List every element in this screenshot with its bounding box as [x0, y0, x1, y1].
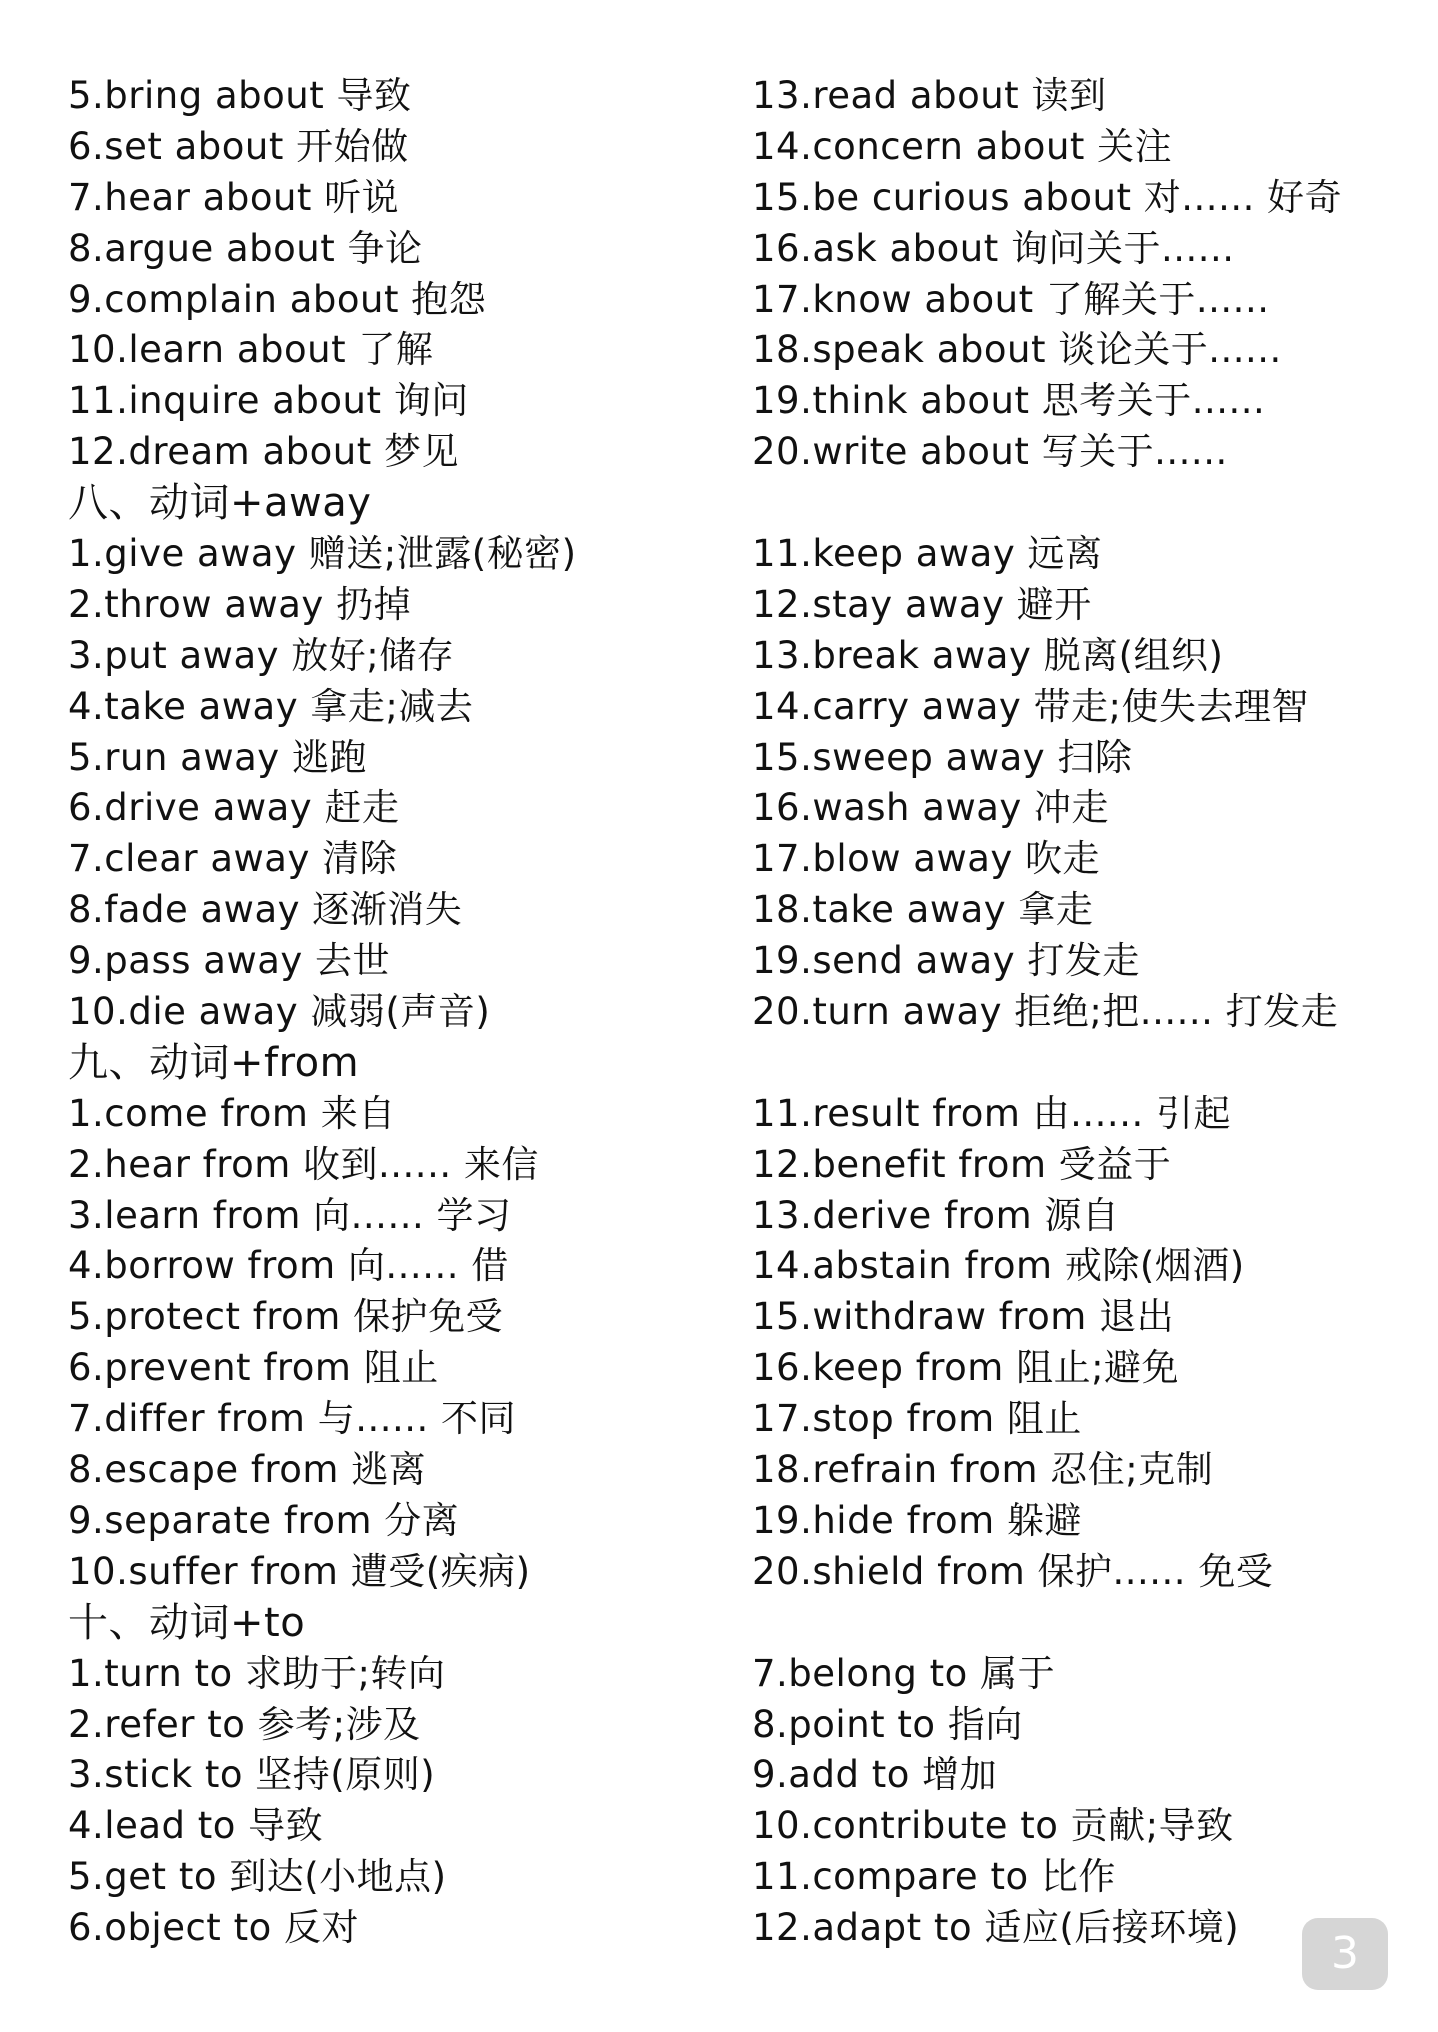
phrase-entry: 4.borrow from 向...... 借: [68, 1244, 509, 1288]
phrase-entry: 2.throw away 扔掉: [68, 582, 412, 626]
page-number-badge: 3: [1302, 1918, 1388, 1990]
phrase-entry: 15.withdraw from 退出: [752, 1295, 1175, 1339]
phrase-entry: 2.hear from 收到...... 来信: [68, 1142, 539, 1186]
phrase-entry: 19.hide from 躲避: [752, 1498, 1082, 1542]
phrase-entry: 2.refer to 参考;涉及: [68, 1702, 421, 1746]
section-heading: 十、动词+to: [68, 1599, 306, 1646]
phrase-entry: 19.send away 打发走: [752, 939, 1140, 983]
left-column: [68, 71, 708, 1954]
phrase-entry: 8.escape from 逃离: [68, 1448, 427, 1492]
phrase-entry: 9.add to 增加: [752, 1753, 998, 1797]
phrase-entry: 13.break away 脱离(组织): [752, 633, 1224, 677]
phrase-entry: 11.inquire about 询问: [68, 379, 469, 423]
phrase-entry: 1.turn to 求助于;转向: [68, 1651, 446, 1695]
phrase-entry: 4.lead to 导致: [68, 1804, 324, 1848]
phrase-entry: 20.write about 写关于......: [752, 430, 1228, 474]
phrase-entry: 16.wash away 冲走: [752, 786, 1110, 830]
phrase-entry: 18.speak about 谈论关于......: [752, 328, 1282, 372]
phrase-entry: 16.keep from 阻止;避免: [752, 1346, 1180, 1390]
phrase-entry: 18.refrain from 忍住;克制: [752, 1448, 1214, 1492]
phrase-entry: 14.abstain from 戒除(烟酒): [752, 1244, 1245, 1288]
phrase-entry: 8.fade away 逐渐消失: [68, 888, 463, 932]
phrase-entry: 14.carry away 带走;使失去理智: [752, 684, 1310, 728]
phrase-entry: 3.learn from 向...... 学习: [68, 1193, 512, 1237]
phrase-entry: 3.stick to 坚持(原则): [68, 1753, 436, 1797]
phrase-entry: 4.take away 拿走;减去: [68, 684, 474, 728]
phrase-entry: 9.separate from 分离: [68, 1498, 460, 1542]
phrase-entry: 14.concern about 关注: [752, 124, 1173, 168]
phrase-entry: 9.complain about 抱怨: [68, 277, 487, 321]
spacer: [752, 1598, 1392, 1649]
phrase-entry: 15.be curious about 对...... 好奇: [752, 175, 1343, 219]
phrase-entry: 3.put away 放好;储存: [68, 633, 455, 677]
phrase-entry: 5.protect from 保护免受: [68, 1295, 504, 1339]
phrase-entry: 20.turn away 拒绝;把...... 打发走: [752, 990, 1339, 1034]
spacer: [752, 478, 1392, 529]
phrase-entry: 8.point to 指向: [752, 1702, 1023, 1746]
phrase-entry: 6.prevent from 阻止: [68, 1346, 439, 1390]
phrase-entry: 8.argue about 争论: [68, 226, 423, 270]
phrase-entry: 16.ask about 询问关于......: [752, 226, 1235, 270]
phrase-entry: 6.set about 开始做: [68, 124, 409, 168]
phrase-entry: 1.give away 赠送;泄露(秘密): [68, 532, 577, 576]
phrase-entry: 11.compare to 比作: [752, 1855, 1116, 1899]
phrase-entry: 13.read about 读到: [752, 74, 1107, 117]
phrase-entry: 6.drive away 赶走: [68, 786, 400, 830]
phrase-entry: 12.adapt to 适应(后接环境): [752, 1906, 1240, 1950]
spacer: [752, 1038, 1392, 1089]
phrase-entry: 10.contribute to 贡献;导致: [752, 1804, 1234, 1848]
section-heading: 九、动词+from: [68, 1039, 360, 1086]
phrase-entry: 17.know about 了解关于......: [752, 277, 1270, 321]
section-heading: 八、动词+away: [68, 480, 372, 527]
phrase-entry: 11.keep away 远离: [752, 532, 1103, 576]
phrase-entry: 11.result from 由...... 引起: [752, 1091, 1231, 1135]
phrase-entry: 5.run away 逃跑: [68, 735, 367, 779]
phrase-entry: 19.think about 思考关于......: [752, 379, 1266, 423]
phrase-entry: 5.get to 到达(小地点): [68, 1855, 447, 1899]
phrase-entry: 13.derive from 源自: [752, 1193, 1120, 1237]
phrase-entry: 17.blow away 吹走: [752, 837, 1101, 881]
phrase-entry: 18.take away 拿走: [752, 888, 1094, 932]
phrase-entry: 12.benefit from 受益于: [752, 1142, 1172, 1186]
phrase-entry: 12.stay away 避开: [752, 582, 1092, 626]
phrase-entry: 1.come from 来自: [68, 1091, 396, 1135]
phrase-entry: 12.dream about 梦见: [68, 430, 459, 474]
phrase-entry: 10.suffer from 遭受(疾病): [68, 1549, 531, 1593]
phrase-entry: 10.learn about 了解: [68, 328, 434, 372]
phrase-entry: 7.clear away 清除: [68, 837, 398, 881]
phrase-entry: 9.pass away 去世: [68, 939, 391, 983]
phrase-entry: 20.shield from 保护...... 免受: [752, 1549, 1274, 1593]
phrase-entry: 7.belong to 属于: [752, 1651, 1056, 1695]
phrase-entry: 7.hear about 听说: [68, 175, 400, 219]
right-column: [752, 71, 1392, 1954]
phrase-entry: 10.die away 减弱(声音): [68, 990, 491, 1034]
phrase-entry: 7.differ from 与...... 不同: [68, 1397, 517, 1441]
phrase-entry: 5.bring about 导致: [68, 74, 412, 117]
phrase-entry: 15.sweep away 扫除: [752, 735, 1133, 779]
phrase-entry: 17.stop from 阻止: [752, 1397, 1082, 1441]
phrase-entry: 6.object to 反对: [68, 1906, 359, 1950]
